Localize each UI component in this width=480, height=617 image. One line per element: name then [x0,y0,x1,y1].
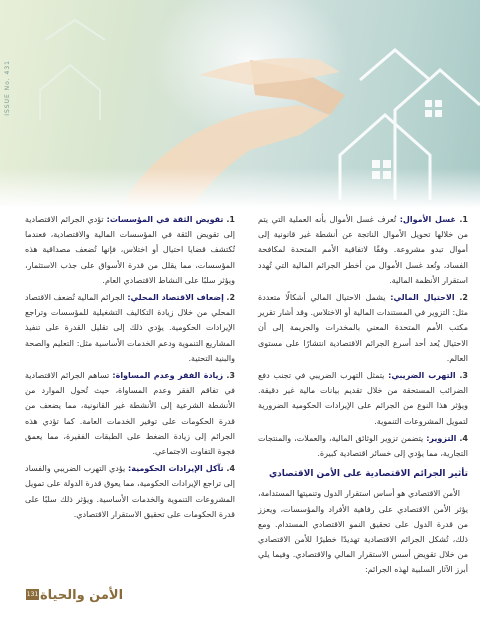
list-item [25,368,235,459]
section-paragraph: الأمن الاقتصادي هو أساس استقرار الدول وتنميتها المستدامة، يؤثر الأمن الاقتصادي على رفاهية الأفراد والمؤسسات، ويعزز من قدرة الدول على تحقيق النمو الاقتصادي المستدام. ومع ذلك، تُشكل الجرائم الاقتصادية تهديدًا خطيرًا للأمن الاقتصادي من خلال تقويض أسس الاستقرار المالي والاقتصادي. وفيما يلي أبرز الآثار السلبية لهذه الجرائم: [258,489,468,575]
item-number: 1. [459,215,468,224]
item-heading: تقويض الثقة في المؤسسات: [106,215,224,224]
issue-label: ISSUE No. 431 [4,60,11,116]
magazine-brand: الأمن والحياة [40,588,124,603]
item-heading: تآكل الإيرادات الحكومية: [128,464,224,474]
item-heading: التهرب الضريبي: [388,371,456,381]
item-number: 3. [226,371,235,381]
item-number: 2. [459,293,468,303]
section-title: تأثير الجرائم الاقتصادية على الأمن الاقتصادي [268,469,468,480]
item-text: يتمثل التهرب الضريبي في تجنب دفع الضرائب المستحقة من خلال تقديم بيانات مالية غير دقيقة. ويؤثر هذا النوع من الجرائم على الإيرادات الحكومية الضرورية لتمويل المشروعات التنموية. [258,371,468,426]
item-text: يشمل الاحتيال المالي أشكالًا متعددة مثل: التزوير في المستندات المالية أو الاختلاس. وقد أشار تقرير مكتب الأمم المتحدة المعني بالمخدرات والجريمة إلى أن الاحتيال يُعد أحد أسرع الجرائم الاقتصادية انتشارًا على مستوى العالم. [258,293,468,363]
item-text: الجرائم المالية تُضعف الاقتصاد المحلي من خلال زيادة التكاليف التشغيلية للمؤسسات وتراجع الإيرادات الحكومية. يؤدي ذلك إلى تقليل القدرة على تنفيذ المشاريع التنموية ودعم الخدمات الأساسية مثل: التعليم والصحة والبنية التحتية. [25,293,235,363]
list-item [258,431,468,461]
item-heading: إضعاف الاقتصاد المحلي: [127,293,224,303]
item-text: تُعرف غسل الأموال بأنه العملية التي يتم من خلالها تحويل الأموال الناتجة عن أنشطة غير قانونية إلى أموال تبدو مشروعة. وفقًا لاتفاقية الأمم المتحدة لمكافحة الفساد، وتُعد غسل الأموال من أخطر الجرائم المالية التي تُهدد استقرار الأنظمة المالية. [258,215,468,285]
item-heading: التزوير: [426,433,457,443]
list-item [25,290,235,366]
list-item [258,290,468,366]
item-number: 2. [226,293,236,303]
hero-image [0,0,480,208]
left-column [25,212,235,524]
list-item [258,368,468,429]
item-number: 1. [226,215,235,224]
hero-fade [0,168,480,208]
item-text: تساهم الجرائم الاقتصادية في تفاقم الفقر وعدم المساواة، حيث تُحول الموارد من الأنشطة الشرعية إلى الأنشطة غير القانونية، مما يضعف من قدرة الحكومات على توفير الخدمات العامة. كما تؤدي هذه الجرائم إلى زيادة الضغط على الطبقات الفقيرة، مما يعمق فجوة التفاوت الاجتماعي. [25,371,235,457]
item-text: يتضمن تزوير الوثائق المالية، والعملات، والمنتجات التجارية، مما يؤدي إلى خسائر اقتصادية كبيرة. [258,433,468,459]
page-number: 131 [26,591,39,598]
item-heading: زيادة الفقر وعدم المساواة: [112,371,224,381]
item-number: 4. [226,464,236,474]
item-heading: غسل الأموال: [399,215,456,224]
item-text: يؤدي التهرب الضريبي والفساد إلى تراجع الإيرادات الحكومية، مما يعوق قدرة الدولة على تمويل المشروعات التنموية والخدمات الأساسية. ويؤثر ذلك سلبًا على قدرة الحكومات على تحقيق الاستقرار الاقتصادي. [25,464,235,519]
item-number: 3. [459,371,468,381]
item-text: تؤدي الجرائم الاقتصادية إلى تقويض الثقة في المؤسسات المالية والاقتصادية، فعندما تُكتشف قضايا احتيال أو اختلاس، فإنها تُضعف مصداقية هذه المؤسسات، مما يقلل من قدرة الأسواق على جذب الاستثمار، ويؤثر سلبًا على النشاط الاقتصادي العام. [25,215,235,285]
list-item [25,212,235,288]
list-item [258,212,468,288]
item-number: 4. [459,433,468,443]
list-item [25,461,235,522]
item-heading: الاحتيال المالي: [390,293,455,303]
right-column [258,212,468,578]
